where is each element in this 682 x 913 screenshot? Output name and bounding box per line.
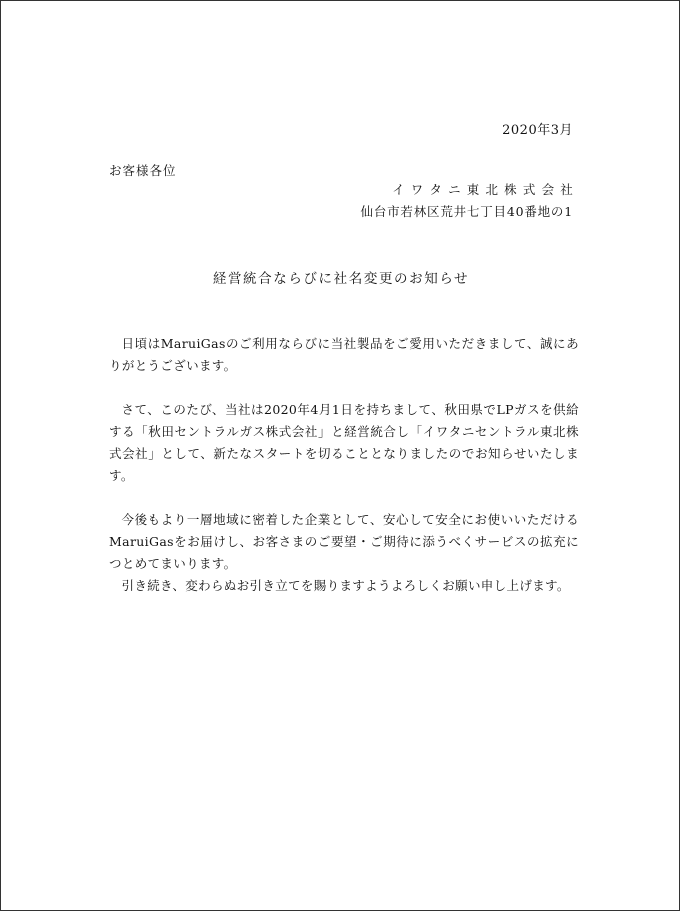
letter-body: [109, 333, 579, 597]
body-paragraph-merger: さて、このたび、当社は2020年4月1日を持ちまして、秋田県でLPガスを供給する「秋田セントラルガス株式会社」と経営統合し「イワタニセントラル東北株式会社」として、新たなスタートを切ることとなりましたのでお知らせいたします。: [109, 402, 579, 483]
recipient-line: お客様各位: [109, 163, 177, 178]
body-paragraph-closing: 引き続き、変わらぬお引き立てを賜りますようよろしくお願い申し上げます。: [121, 578, 570, 593]
body-paragraph-greeting: 日頃はMaruiGasのご利用ならびに当社製品をご愛用いただきまして、誠にありがとうございます。: [109, 336, 579, 373]
sender-address: 仙台市若林区荒井七丁目40番地の1: [360, 204, 573, 219]
notice-title: 経営統合ならびに社名変更のお知らせ: [212, 271, 470, 287]
letter-date: 2020年3月: [502, 123, 573, 138]
sender-block: [360, 179, 579, 223]
body-paragraph-commitment: 今後もより一層地域に密着した企業として、安心して安全にお使いいただけるMaruiGasをお届けし、お客さまのご要望・ご期待に添うべくサービスの拡充につとめてまいります。: [109, 512, 579, 571]
sender-company-name: イワタニ東北株式会社: [392, 182, 579, 197]
